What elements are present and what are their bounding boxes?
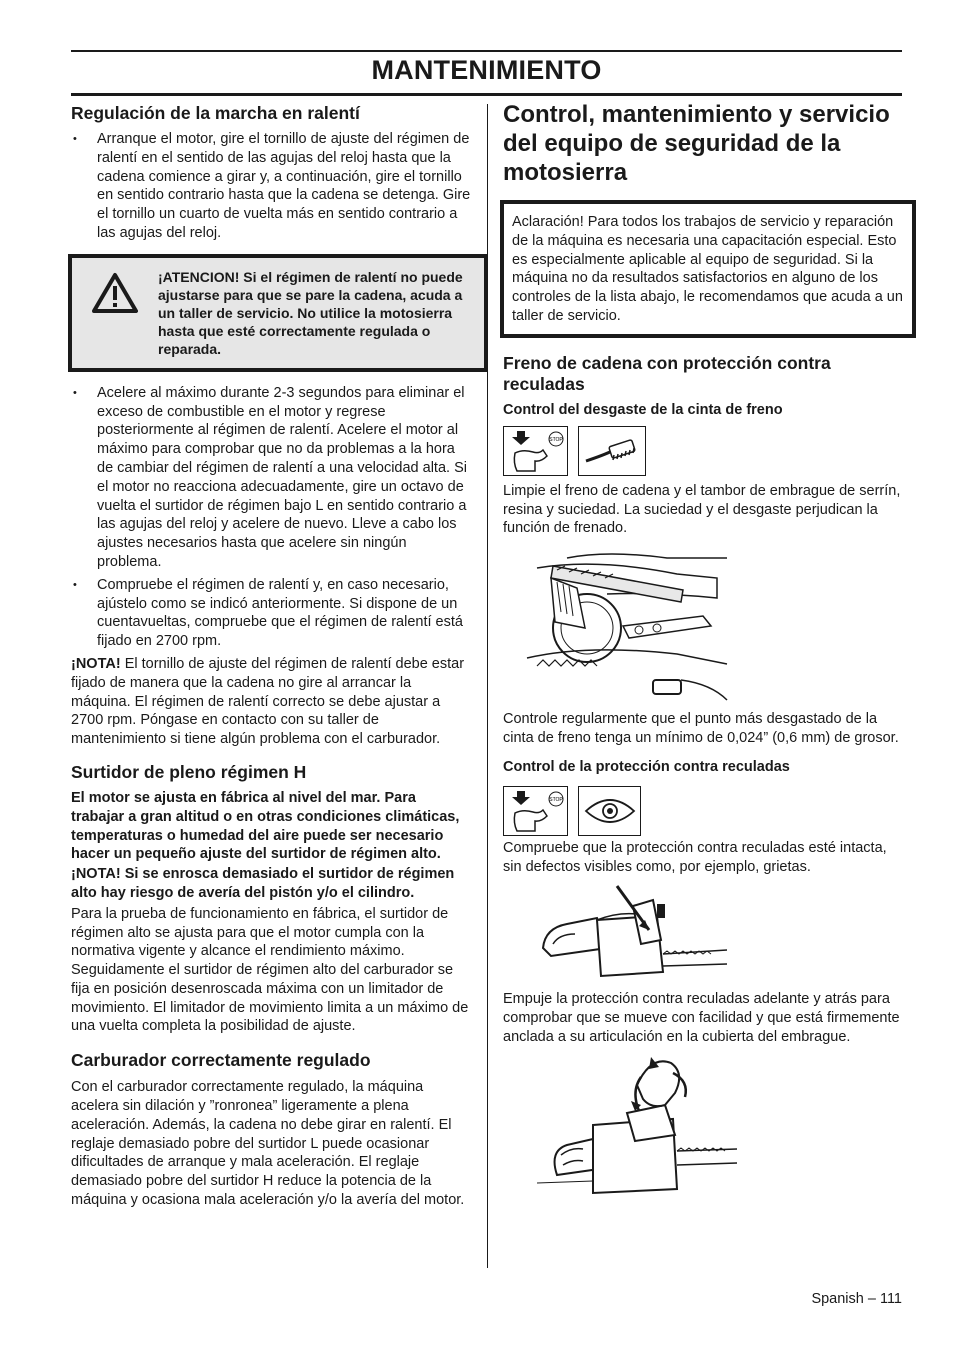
top-rule bbox=[71, 50, 902, 52]
aclaracion-text: Aclaración! Para todos los trabajos de servicio y reparación de la máquina es necesaria una capacitación especial. Esto es especialmente aplicable al equipo de seguridad. Si la máquina no da resultados satisfactorios en alguno de los controles de la lista abajo, le recomendamos que acuda a un taller de servicio. bbox=[512, 214, 903, 324]
aclaracion-box bbox=[500, 200, 916, 338]
right-column bbox=[503, 100, 909, 1195]
section-heading-carburador: Carburador correctamente regulado bbox=[71, 1050, 371, 1071]
section-heading-surtidor: Surtidor de pleno régimen H bbox=[71, 761, 307, 782]
subheading-proteccion: Control de la protección contra reculadas bbox=[503, 758, 790, 775]
brush-icon bbox=[578, 426, 646, 476]
cinta-text: Controle regularmente que el punto más desgastado de la cinta de freno tenga un mínimo de 0,024” (0,6 mm) de grosor. bbox=[503, 711, 899, 746]
warning-box bbox=[68, 254, 488, 372]
stop-engine-icon bbox=[503, 426, 568, 476]
svg-text:STOP: STOP bbox=[548, 796, 563, 803]
page-title: MANTENIMIENTO bbox=[371, 55, 602, 85]
warning-text: ¡ATENCION! Si el régimen de ralentí no puede ajustarse para que se pare la cadena, acuda a un taller de servicio. No utilice la motosierra hasta que esté correctamente regulada o reparada. bbox=[158, 268, 463, 357]
proteccion-icons bbox=[503, 786, 909, 836]
page-footer: Spanish – 111 bbox=[811, 1291, 902, 1307]
title-rule bbox=[71, 93, 902, 96]
list-item: • Arranque el motor, gire el tornillo de ajuste del régimen de ralentí en el sentido de las agujas del reloj hasta que la cadena comience a girar y, a continuación, gire el tornillo en sentido contrario hasta que la cadena se detenga. Gire el tornillo un cuarto de vuelta más en sentido contrario a las agujas del reloj. bbox=[71, 130, 473, 243]
nota-label: ¡NOTA! bbox=[71, 655, 121, 672]
nota-text: El tornillo de ajuste del régimen de ralentí debe estar fijado de manera que la cadena no gire al arrancar la máquina. El régimen de ralentí correcto se debe ajustar a 2700 rpm. Póngase en contacto con su taller de mantenimiento si tiene algún problema con el carburador. bbox=[71, 655, 465, 748]
warning-triangle-icon bbox=[72, 268, 158, 358]
acceleration-list bbox=[71, 384, 473, 651]
kickback-guard-push-illustration bbox=[537, 1055, 737, 1195]
carburador-text: Con el carburador correctamente regulado, la máquina acelera sin dilación y ”ronronea” ligeramente a plena aceleración. Además, la cadena no debe girar en ralentí. El reglaje demasiado pobre del surtidor L puede ocasionar dificultades de arranque y mala aceleración. El reglaje demasiado pobre del surtidor H reduce la potencia de la máquina y ocasiona mala aceleración y/o la avería del motor. bbox=[71, 1079, 465, 1209]
section-heading-ralenti: Regulación de la marcha en ralentí bbox=[71, 103, 360, 123]
empuje-text: Empuje la protección contra reculadas adelante y atrás para comprobar que se mueve con facilidad y que está firmemente anclada a su articulación en la cubierta del embrague. bbox=[503, 991, 900, 1045]
proteccion-text: Compruebe que la protección contra reculadas esté intacta, sin defectos visibles como, por ejemplo, grietas. bbox=[503, 839, 887, 875]
list-item: • Acelere al máximo durante 2-3 segundos para eliminar el exceso de combustible en el motor y regrese posteriormente al régimen de ralentí. Acelere el motor al máximo para comprobar que no da problemas a la hora de cambiar del régimen de ralentí a una velocidad alta. Si el motor no reacciona adecuadamente, gire un octavo de vuelta el surtidor de régimen bajo L en sentido contrario a las agujas del reloj y acelere de nuevo. Lleve a cabo los ajustes necesarios hasta que acelere sin ningún problema. bbox=[71, 384, 473, 572]
svg-text:STOP: STOP bbox=[548, 436, 563, 443]
section-heading-freno: Freno de cadena con protección contra reculadas bbox=[503, 352, 831, 394]
ralenti-list bbox=[71, 130, 473, 243]
freno-text: Limpie el freno de cadena y el tambor de embrague de serrín, resina y suciedad. La suciedad y el desgaste perjudican la función de frenado. bbox=[503, 482, 901, 537]
nota-paragraph bbox=[71, 655, 473, 749]
surtidor-intro: El motor se ajusta en fábrica al nivel del mar. Para trabajar a gran altitud o en otras condiciones climáticas, temperaturas o humedad del aire puede ser necesario hacer un pequeño ajuste del surtidor de régimen alto. bbox=[71, 789, 460, 863]
subheading-desgaste: Control del desgaste de la cinta de freno bbox=[503, 401, 783, 418]
left-column bbox=[71, 103, 473, 1210]
desgaste-icons bbox=[503, 426, 909, 476]
kickback-guard-inspection-illustration bbox=[537, 884, 727, 984]
surtidor-nota: ¡NOTA! Si se enrosca demasiado el surtidor de régimen alto hay riesgo de avería del pistón y/o el cilindro. bbox=[71, 866, 455, 901]
eye-icon bbox=[578, 786, 641, 836]
surtidor-text: Para la prueba de funcionamiento en fábrica, el surtidor de régimen alto se ajusta para que el motor cumpla con la normativa vigente y alcance el rendimiento máximo. Seguidamente el surtidor de régimen alto del carburador se fija en posición desenroscada máxima con un limitador de movimiento. El limitador de movimiento limita a un máximo de una vuelta completa la posibilidad de ajuste. bbox=[71, 905, 469, 1035]
main-heading: Control, mantenimiento y servicio del equipo de seguridad de la motosierra bbox=[503, 101, 890, 186]
stop-engine-icon bbox=[503, 786, 568, 836]
brake-cleaning-illustration bbox=[507, 548, 737, 708]
list-item: • Compruebe el régimen de ralentí y, en caso necesario, ajústelo como se indicó anteriormente. Si dispone de un cuentavueltas, compruebe que el régimen de ralentí está fijado en 2700 rpm. bbox=[71, 576, 473, 651]
